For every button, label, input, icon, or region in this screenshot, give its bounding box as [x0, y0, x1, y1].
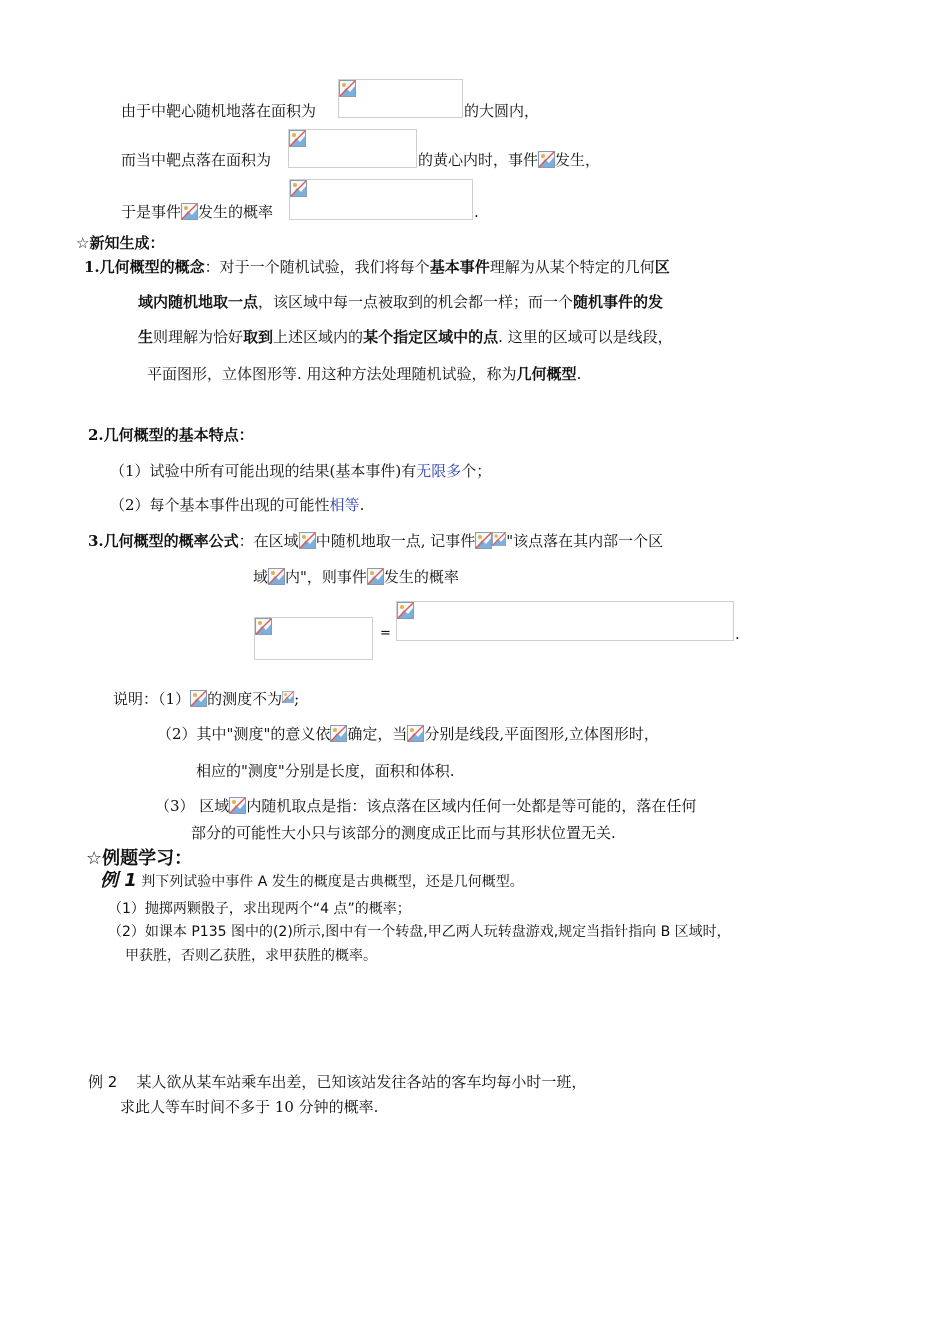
text: 的大圆内， — [464, 102, 540, 120]
text: 内随机取点是指：该点落在区域内任何一处都是等可能的，落在任何 — [246, 797, 697, 815]
text: 几何概型 — [516, 365, 577, 383]
examples-heading: ☆例题学习： — [86, 848, 193, 869]
text: ：在区域 — [238, 532, 299, 550]
feature-item-1 — [110, 461, 491, 481]
formula-image-box — [289, 179, 473, 220]
text: . 这里的区域可以是线段， — [498, 328, 673, 346]
intro-line-1 — [121, 101, 316, 121]
text: 3.几何概型的概率公式 — [88, 532, 239, 550]
text: 相等 — [329, 496, 360, 514]
example-1-q2b: 甲获胜，否则乙获胜，求甲获胜的概率。 — [125, 948, 377, 964]
broken-image-icon — [290, 180, 307, 197]
text: . — [474, 203, 479, 221]
text: （3） 区域 — [155, 797, 230, 815]
text: 无限多 — [416, 462, 462, 480]
broken-image-icon — [330, 725, 347, 742]
text: 而当中靶点落在面积为 — [121, 151, 272, 169]
broken-image-icon — [282, 690, 294, 707]
example-2-line-1 — [88, 1072, 586, 1092]
text: 随机事件的发 — [573, 293, 664, 311]
section-heading: ☆新知生成： — [76, 234, 165, 252]
text: （1）试验中所有可能出现的结果(基本事件)有 — [110, 462, 417, 480]
equals-sign: = — [380, 626, 391, 641]
text: 发生的概率 — [383, 568, 459, 586]
intro-line-2 — [121, 150, 271, 170]
text: 判下列试验中事件 A 发生的概度是古典概型，还是几何概型。 — [141, 874, 524, 890]
text: 个； — [461, 462, 492, 480]
formula-image-box — [396, 601, 734, 641]
formula-end: . — [735, 625, 740, 643]
broken-image-icon — [475, 532, 492, 549]
note-line-2 — [157, 724, 659, 744]
example-1-title — [100, 870, 524, 893]
example-label: 例 2 — [88, 1073, 118, 1091]
text: 理解为从某个特定的几何 — [489, 258, 655, 276]
text: 中随机地取一点, 记事件 — [315, 532, 476, 550]
text: （1） — [158, 690, 191, 708]
formula-line-2 — [253, 567, 459, 587]
features-heading: 2.几何概型的基本特点： — [88, 426, 254, 444]
concept-line-2 — [138, 292, 663, 312]
text: . — [359, 496, 365, 514]
text: 1.几何概型的概念 — [84, 258, 205, 276]
text: 由于中靶心随机地落在面积为 — [121, 102, 317, 120]
broken-image-icon — [181, 203, 198, 220]
broken-image-icon — [190, 690, 207, 707]
text: 平面图形，立体图形等. 用这种方法处理随机试验，称为 — [147, 365, 517, 383]
broken-image-icon — [367, 568, 384, 585]
text: 则理解为恰好 — [153, 328, 244, 346]
text: （2）每个基本事件出现的可能性 — [110, 496, 330, 514]
text: 生 — [138, 328, 154, 346]
text: 某个指定区域中的点 — [363, 328, 499, 346]
text: . — [576, 365, 582, 383]
broken-image-icon — [407, 725, 424, 742]
intro-line-1-end — [464, 101, 539, 121]
text: 发生的概率 — [198, 203, 274, 221]
text: 的黄心内时，事件 — [418, 151, 539, 169]
text: ，该区域中每一点被取到的机会都一样；而一个 — [258, 293, 574, 311]
intro-line-3 — [121, 202, 273, 222]
text: 内"，则事件 — [285, 568, 367, 586]
note-line-3 — [155, 796, 696, 816]
broken-image-icon — [289, 130, 306, 147]
feature-item-2 — [110, 495, 364, 515]
text: 域 — [253, 568, 269, 586]
broken-image-icon — [538, 151, 555, 168]
text: 上述区域内的 — [273, 328, 364, 346]
formula-line-1 — [88, 531, 663, 551]
broken-image-icon — [492, 532, 506, 549]
note-line-2b: 相应的"测度"分别是长度，面积和体积. — [196, 762, 455, 780]
concept-line-4 — [147, 364, 581, 384]
text: 区 — [654, 258, 670, 276]
concept-line-1 — [84, 257, 670, 277]
example-2-line-2: 求此人等车时间不多于 10 分钟的概率. — [120, 1098, 379, 1116]
broken-image-icon — [397, 602, 414, 619]
intro-line-2-mid — [418, 150, 600, 170]
text: "该点落在其内部一个区 — [506, 532, 664, 550]
text: ; — [294, 690, 300, 708]
text: 发生， — [555, 151, 601, 169]
formula-image-box — [254, 617, 373, 660]
text: 某人欲从某车站乘车出差，已知该站发往各站的客车均每小时一班， — [136, 1073, 587, 1091]
text: 分别是线段,平面图形,立体图形时， — [424, 725, 659, 743]
broken-image-icon — [229, 797, 246, 814]
note-line-3b: 部分的可能性大小只与该部分的测度成正比而与其形状位置无关. — [191, 824, 616, 842]
text: 基本事件 — [429, 258, 490, 276]
text: 于是事件 — [121, 203, 182, 221]
formula-image-box — [288, 129, 417, 168]
text: （2）其中"测度"的意义依 — [157, 725, 331, 743]
text: 说明： — [113, 690, 159, 708]
broken-image-icon — [299, 532, 316, 549]
formula-image-box — [338, 79, 463, 118]
example-1-q2: （2）如课本 P135 图中的(2)所示,图中有一个转盘,甲乙两人玩转盘游戏,规定当指针指向 B 区域时， — [108, 924, 731, 940]
text: 确定，当 — [347, 725, 408, 743]
broken-image-icon — [255, 618, 272, 635]
text: 取到 — [243, 328, 274, 346]
text: 的测度不为 — [207, 690, 283, 708]
broken-image-icon — [339, 80, 356, 97]
broken-image-icon — [268, 568, 285, 585]
note-line-1 — [113, 689, 299, 709]
example-label: 例 1 — [100, 870, 137, 891]
text: 域内随机地取一点 — [138, 293, 259, 311]
concept-line-3 — [138, 327, 673, 347]
text: ：对于一个随机试验，我们将每个 — [204, 258, 430, 276]
intro-line-3-end — [474, 202, 479, 222]
example-1-q1: （1）抛掷两颗骰子，求出现两个“4 点”的概率； — [108, 901, 411, 917]
